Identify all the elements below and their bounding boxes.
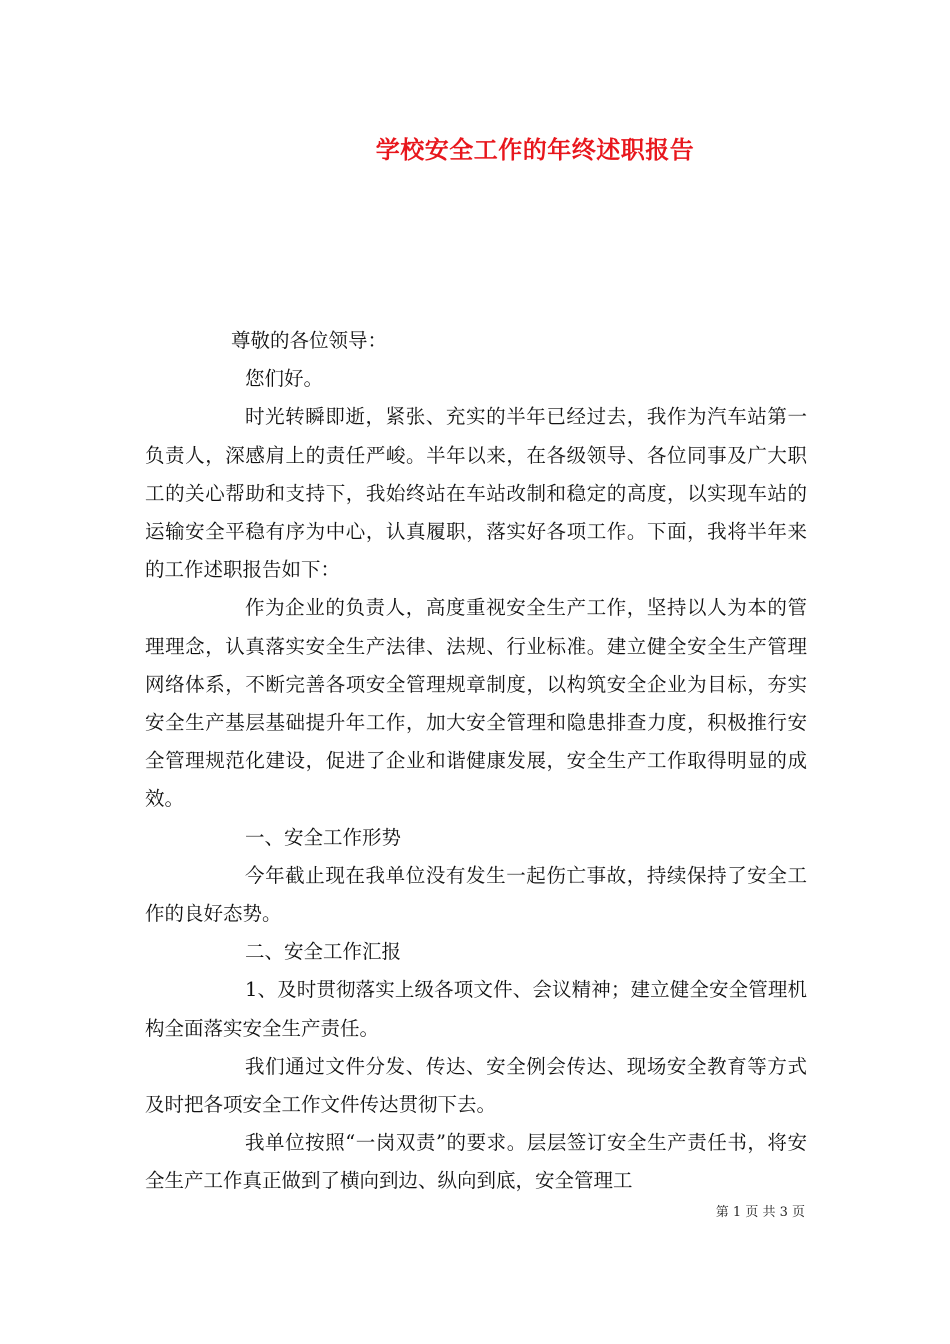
section-heading: 二、安全工作汇报 <box>245 940 402 964</box>
greeting-line: 尊敬的各位领导： <box>231 329 388 352</box>
paragraph: 我们通过文件分发、传达、安全例会传达、现场安全教育等方式及时把各项安全工作文件传达贯彻下去。 <box>145 1054 807 1117</box>
paragraph: 1、及时贯彻落实上级各项文件、会议精神；建立健全安全管理机构全面落实安全生产责任。 <box>145 978 807 1040</box>
document-title: 学校安全工作的年终述职报告 <box>375 135 695 164</box>
hello-line: 您们好。 <box>245 367 324 391</box>
page-number-footer: 第 1 页 共 3 页 <box>715 1205 805 1220</box>
section-heading: 一、安全工作形势 <box>245 825 402 849</box>
paragraph: 作为企业的负责人，高度重视安全生产工作，坚持以人为本的管理理念，认真落实安全生产法律、法规、行业标准。建立健全安全生产管理网络体系，不断完善各项安全管理规章制度，以构筑安全企业为目标，夯实安全生产基层基础提升年工作，加大安全管理和隐患排查力度，积极推行安全管理规范化建设，促进了企业和谐健康发展，安全生产工作取得明显的成效。 <box>145 596 807 811</box>
paragraph: 时光转瞬即逝，紧张、充实的半年已经过去，我作为汽车站第一负责人，深感肩上的责任严峻。半年以来，在各级领导、各位同事及广大职工的关心帮助和支持下，我始终站在车站改制和稳定的高度，以实现车站的运输安全平稳有序为中心，认真履职，落实好各项工作。下面，我将半年来的工作述职报告如下： <box>145 405 807 582</box>
paragraph: 今年截止现在我单位没有发生一起伤亡事故，持续保持了安全工作的良好态势。 <box>145 863 807 926</box>
paragraph: 我单位按照“一岗双责”的要求。层层签订安全生产责任书，将安全生产工作真正做到了横向到边、纵向到底，安全管理工 <box>145 1131 807 1193</box>
document-body <box>145 322 807 1201</box>
